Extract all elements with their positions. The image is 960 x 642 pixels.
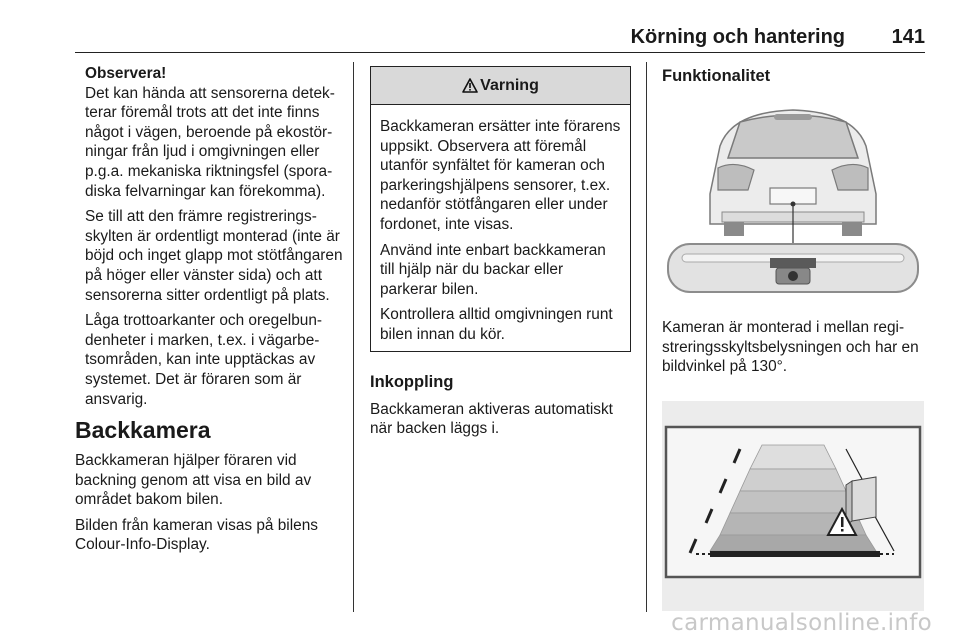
- warning-body: [371, 105, 630, 351]
- warning-paragraph: Använd inte enbart backkameran till hjälp när du backar eller parkerar bilen.: [380, 241, 606, 298]
- warning-box: [370, 66, 631, 352]
- note-title: Observera!: [85, 65, 167, 82]
- car-rear-camera-illustration: [662, 94, 924, 304]
- warning-title: Varning: [480, 76, 539, 94]
- body-paragraph: Backkameran aktiveras automatiskt när backen läggs i.: [370, 400, 613, 438]
- section-heading: Funktionalitet: [662, 67, 771, 85]
- camera-display-illustration: [662, 401, 924, 611]
- note-paragraph: Låga trottoarkanter och oregelbundenheter i marken, t.ex. i vägarbetsområden, kan inte upptäckas av systemet. Det är föraren som är ansvarig.: [85, 312, 323, 408]
- note-paragraph: Se till att den främre registreringsskylten är ordentligt monterad (inte är böjd och inget glapp mot stötfångaren på höger eller vänster sida) och att sensorerna sitter ordentligt på plats.: [85, 208, 343, 304]
- page-header: [75, 22, 925, 53]
- column-divider: [646, 62, 647, 612]
- column-divider: [353, 62, 354, 612]
- body-paragraph: Backkameran hjälper föraren vid backning genom att visa en bild av området bakom bilen.: [75, 452, 312, 509]
- image-caption: Kameran är monterad i mellan registreringsskyltsbelysningen och har en bildvinkel på 130°.: [662, 319, 919, 376]
- body-paragraph: Bilden från kameran visas på bilens Colour-Info-Display.: [75, 516, 318, 554]
- page-number: 141: [891, 26, 925, 48]
- warning-triangle-icon: [462, 78, 478, 93]
- note-block: [75, 64, 345, 409]
- column-middle: [370, 64, 632, 445]
- warning-paragraph: Kontrollera alltid omgivningen runt bilen innan du kör.: [380, 306, 613, 343]
- section-title: Körning och hantering: [630, 26, 845, 48]
- note-text: Det kan hända att sensorerna detekterar föremål trots att det inte finns något i vägen, beroende på ekostörningar från ljud i omgivningen eller p.g.a. mekaniska riktningsfel (sporadiska felvarningar kan förekomma).: [85, 84, 335, 200]
- watermark: carmanualsonline.info: [671, 610, 932, 636]
- column-right: [662, 64, 927, 611]
- section-heading: Backkamera: [75, 417, 211, 444]
- warning-header: [371, 67, 630, 105]
- section-heading: Inkoppling: [370, 372, 454, 391]
- warning-paragraph: Backkameran ersätter inte förarens uppsikt. Observera att föremål utanför synfältet för kameran och parkeringshjälpens sensorer, t.ex. nedanför stötfångaren eller under fordonet, inte visas.: [380, 118, 621, 233]
- column-left: [75, 64, 345, 561]
